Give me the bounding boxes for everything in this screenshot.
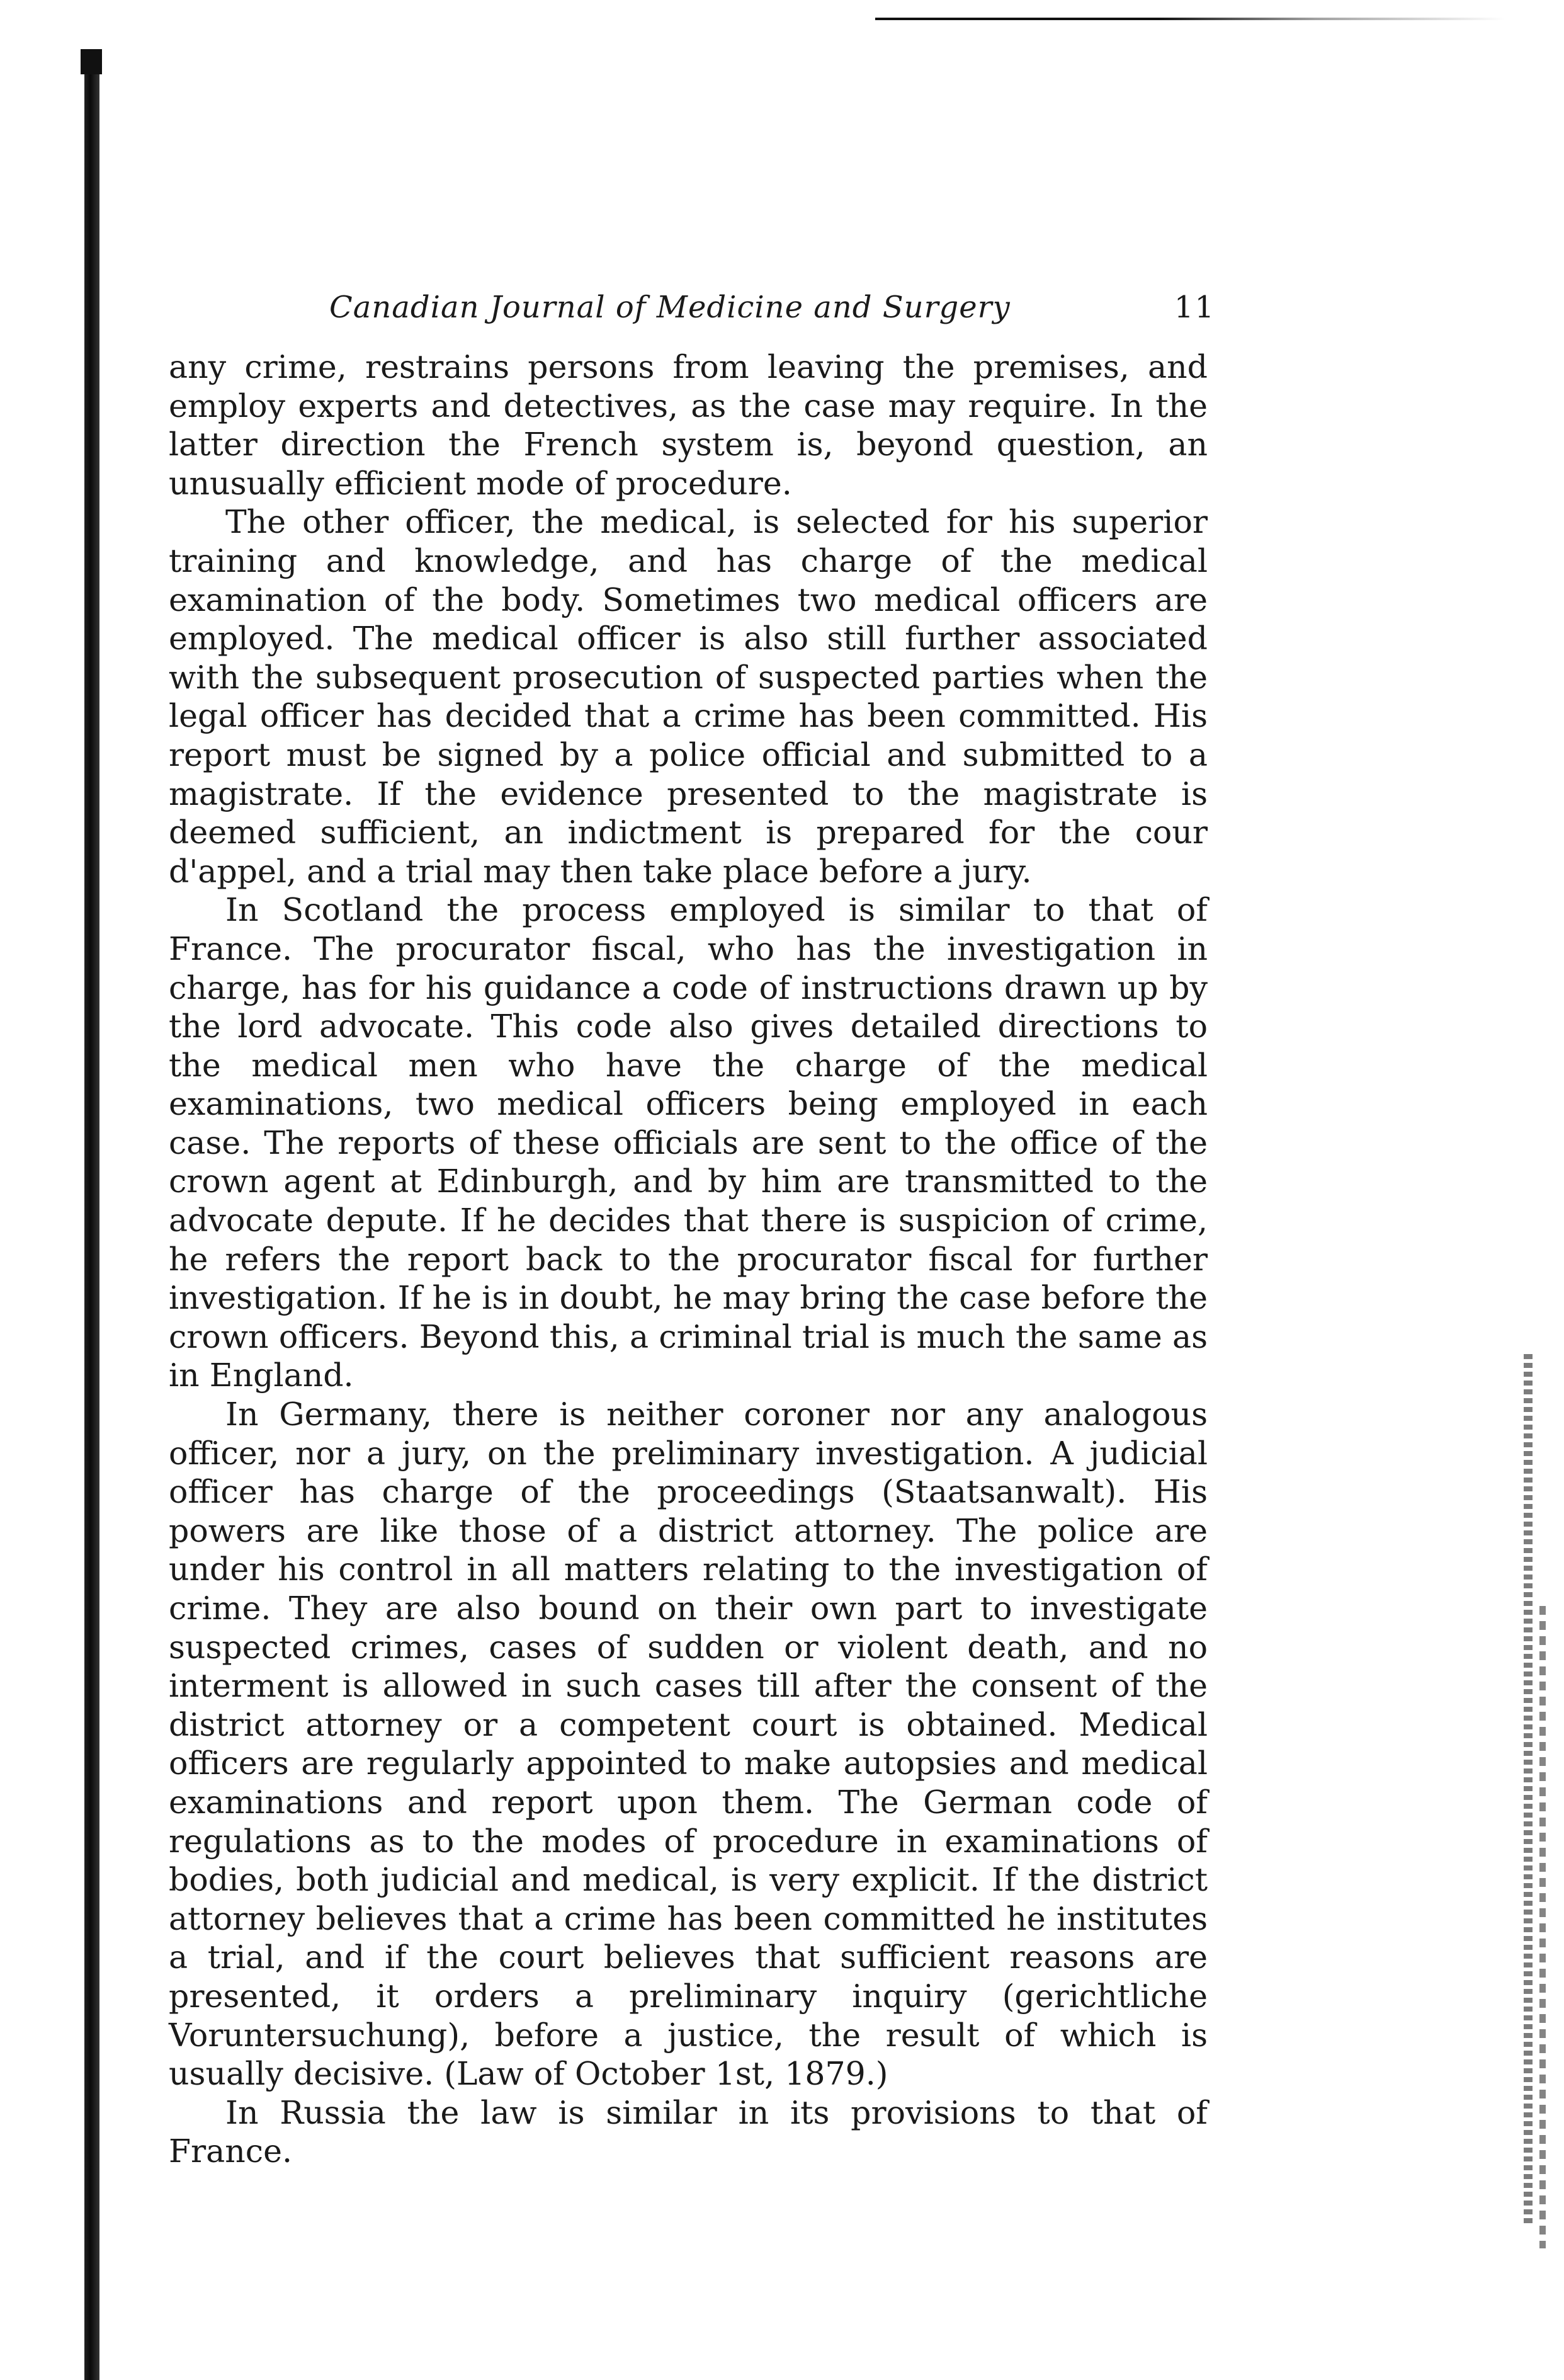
page-edge-shadow-outer [1539,1606,1546,2248]
paragraph-medical-officer: The other officer, the medical, is selected for his superior training and knowledge, and has charge of the medical examination of the body. Sometimes two medical officers are employed. The medical officer is also still further associated with the subsequent prosecution of suspected parties when the legal officer has decided that a crime has been committed. His report must be signed by a police official and submitted to a magistrate. If the evidence presented to the magistrate is deemed sufficient, an indictment is prepared for the cour d'appel, and a trial may then take place before a jury. [169,503,1208,890]
paragraph-germany: In Germany, there is neither coroner nor any analogous officer, nor a jury, on the preliminary investigation. A judicial officer has charge of the proceedings (Staatsanwalt). His powers are like those of a district attorney. The police are under his control in all matters relating to the investigation of crime. They are also bound on their own part to investigate suspected crimes, cases of sudden or violent death, and no interment is allowed in such cases till after the consent of the district attorney or a competent court is obtained. Medical officers are regularly appointed to make autopsies and medical examinations and report upon them. The German code of regulations as to the modes of procedure in examinations of bodies, both judicial and medical, is very explicit. If the district attorney believes that a crime has been committed he institutes a trial, and if the court believes that sufficient reasons are presented, it orders a preliminary inquiry (gerichtliche Voruntersuchung), before a justice, the result of which is usually decisive. (Law of October 1st, 1879.) [169,1396,1208,2093]
body-text [169,348,1208,2171]
paragraph-continuation: any crime, restrains persons from leaving the premises, and employ experts and detectives, as the case may require. In the latter direction the French system is, beyond question, an unusually efficient mode of procedure. [169,348,1208,502]
journal-title: Canadian Journal of Medicine and Surgery [329,290,1011,325]
binding-cap [81,49,102,74]
paragraph-russia: In Russia the law is similar in its provisions to that of France. [169,2093,1208,2170]
paragraph-scotland: In Scotland the process employed is similar to that of France. The procurator fiscal, who has the investigation in charge, has for his guidance a code of instructions drawn up by the lord advocate. This code also gives detailed directions to the medical men who have the charge of the medical examinations, two medical officers being employed in each case. The reports of these officials are sent to the office of the crown agent at Edinburgh, and by him are transmitted to the advocate depute. If he decides that there is suspicion of crime, he refers the report back to the procurator fiscal for further investigation. If he is in doubt, he may bring the case before the crown officers. Beyond this, a criminal trial is much the same as in England. [169,891,1208,1394]
binding-edge [84,49,99,2380]
page-number: 11 [1174,290,1215,325]
running-head [169,290,1215,339]
page [169,290,1215,2171]
top-rule [875,18,1505,20]
page-edge-shadow [1524,1354,1533,2223]
